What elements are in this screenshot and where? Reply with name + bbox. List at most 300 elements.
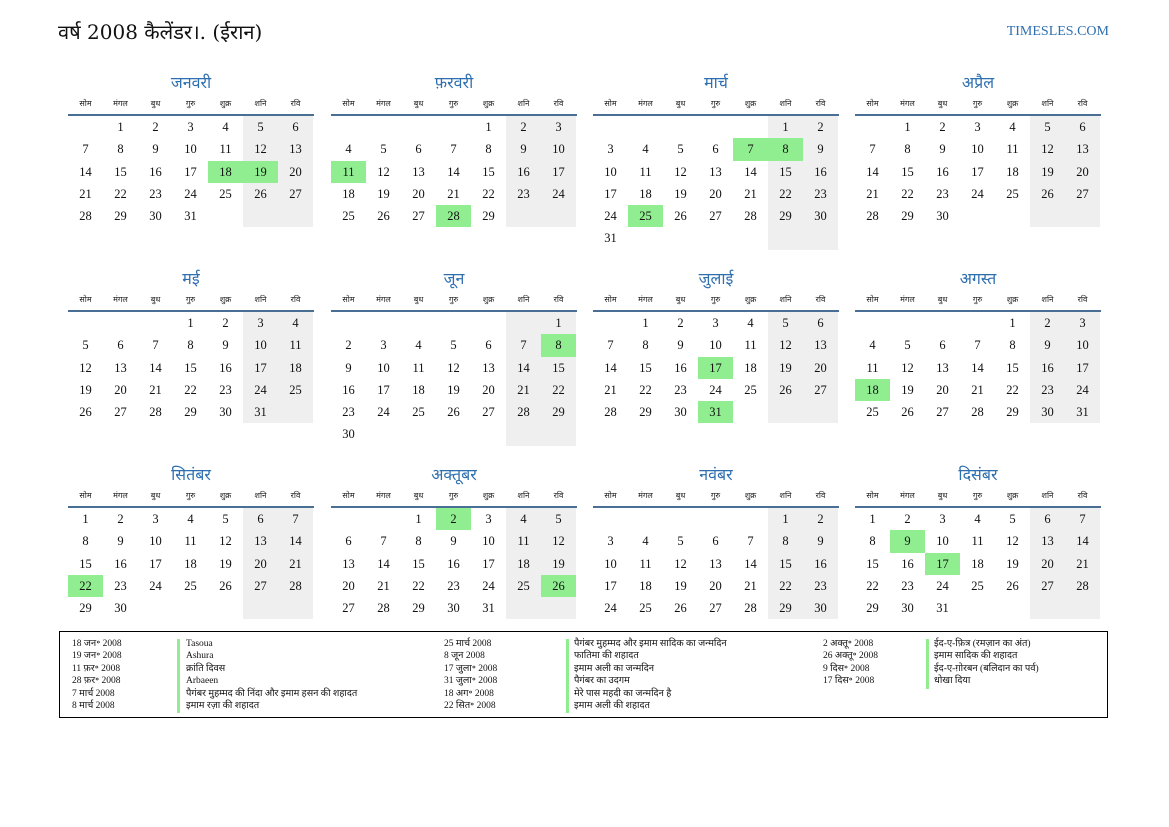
day-cell: 10 <box>243 334 278 356</box>
weekday-label: बुध <box>675 99 686 108</box>
empty-cell <box>436 116 471 138</box>
day-cell: 14 <box>278 530 313 552</box>
day-cell: 11 <box>331 161 366 183</box>
day-cell: 5 <box>1030 116 1065 138</box>
empty-cell <box>401 116 436 138</box>
day-cell: 27 <box>342 601 355 616</box>
day-cell: 8 <box>82 534 89 549</box>
empty-cell <box>733 508 768 530</box>
month-name: मई <box>182 269 200 288</box>
weekday-label: शुक्र <box>219 295 232 304</box>
weekday-label: मंगल <box>113 99 128 108</box>
day-cell: 29 <box>768 597 803 619</box>
day-cell: 11 <box>219 142 232 157</box>
empty-cell <box>331 508 366 530</box>
month-calendar <box>331 464 577 619</box>
day-cell: 30 <box>803 205 838 227</box>
day-cell: 17 <box>243 357 278 379</box>
day-cell: 13 <box>243 530 278 552</box>
empty-cell <box>278 401 313 423</box>
day-cell: 30 <box>447 601 460 616</box>
day-cell: 25 <box>412 405 425 420</box>
day-cell: 2 <box>436 508 471 530</box>
day-cell: 25 <box>219 186 232 201</box>
empty-cell <box>243 205 278 227</box>
weekday-label: शुक्र <box>482 99 495 108</box>
day-cell: 19 <box>1030 161 1065 183</box>
day-cell: 16 <box>342 382 355 397</box>
day-cell: 11 <box>278 334 313 356</box>
empty-cell <box>138 312 173 334</box>
day-cell: 27 <box>278 183 313 205</box>
day-cell: 31 <box>698 401 733 423</box>
empty-cell <box>366 116 401 138</box>
weekday-label: शनि <box>1041 295 1054 304</box>
day-cell: 27 <box>709 209 722 224</box>
day-cell: 3 <box>152 512 159 526</box>
weekday-label: मंगल <box>376 295 391 304</box>
day-cell: 4 <box>187 512 194 526</box>
day-cell: 1 <box>869 512 876 526</box>
empty-cell <box>278 205 313 227</box>
day-cell: 27 <box>1065 183 1100 205</box>
legend-row: 31 जुला॰ 2008 <box>444 676 498 687</box>
site-link[interactable]: TIMESLES.COM <box>1006 24 1109 39</box>
legend-row: 17 दिस॰ 2008 <box>823 676 875 687</box>
day-cell: 2 <box>222 316 229 330</box>
day-cell: 24 <box>541 183 576 205</box>
day-cell: 4 <box>642 142 649 157</box>
empty-cell <box>506 205 541 227</box>
empty-cell <box>995 205 1030 227</box>
day-cell: 31 <box>1065 401 1100 423</box>
day-grid <box>68 508 314 619</box>
weekday-label: मंगल <box>638 491 653 500</box>
day-cell: 26 <box>243 183 278 205</box>
day-cell: 22 <box>184 382 197 397</box>
day-cell: 12 <box>243 138 278 160</box>
month-name: अक्तूबर <box>431 465 477 484</box>
weekday-label: बुध <box>675 295 686 304</box>
day-cell: 4 <box>278 312 313 334</box>
day-cell: 27 <box>243 575 278 597</box>
day-cell: 31 <box>604 231 617 246</box>
day-cell: 17 <box>482 556 495 571</box>
month-calendar <box>68 268 314 423</box>
weekday-label: गुरु <box>972 99 983 108</box>
day-cell: 25 <box>971 578 984 593</box>
day-cell: 24 <box>709 382 722 397</box>
day-cell: 5 <box>677 142 684 157</box>
day-cell: 14 <box>149 360 162 375</box>
day-cell: 1 <box>768 116 803 138</box>
day-cell: 28 <box>604 405 617 420</box>
day-cell: 28 <box>278 575 313 597</box>
day-cell: 17 <box>1065 357 1100 379</box>
day-cell: 12 <box>541 530 576 552</box>
empty-cell <box>663 508 698 530</box>
day-cell: 16 <box>936 164 949 179</box>
empty-cell <box>628 508 663 530</box>
day-cell: 16 <box>674 360 687 375</box>
weekday-label: गुरु <box>710 99 721 108</box>
day-cell: 18 <box>1006 164 1019 179</box>
weekday-label: शनि <box>1041 99 1054 108</box>
day-cell: 30 <box>149 209 162 224</box>
day-cell: 11 <box>866 360 879 375</box>
day-cell: 18 <box>744 360 757 375</box>
weekday-label: गुरु <box>972 295 983 304</box>
empty-cell <box>1065 205 1100 227</box>
weekday-header <box>855 488 1101 508</box>
legend-row: 22 सित॰ 2008 <box>444 700 496 711</box>
weekday-header <box>331 96 577 116</box>
weekday-label: बुध <box>150 491 161 500</box>
day-cell: 27 <box>482 405 495 420</box>
day-cell: 14 <box>744 164 757 179</box>
weekday-label: शनि <box>779 99 792 108</box>
day-cell: 14 <box>604 360 617 375</box>
day-cell: 1 <box>187 316 194 330</box>
empty-cell <box>436 312 471 334</box>
day-cell: 30 <box>1030 401 1065 423</box>
day-cell: 2 <box>677 316 684 330</box>
day-cell: 7 <box>733 138 768 160</box>
legend-row: Ashura <box>186 651 214 662</box>
weekday-label: मंगल <box>376 99 391 108</box>
day-cell: 4 <box>869 338 876 353</box>
weekday-label: रवि <box>553 99 564 108</box>
day-cell: 24 <box>149 578 162 593</box>
empty-cell <box>698 508 733 530</box>
empty-cell <box>1030 205 1065 227</box>
day-cell: 5 <box>904 338 911 353</box>
day-cell: 1 <box>415 512 422 526</box>
day-cell: 20 <box>1030 553 1065 575</box>
day-cell: 3 <box>541 116 576 138</box>
weekday-label: मंगल <box>113 491 128 500</box>
day-cell: 23 <box>149 186 162 201</box>
legend-row: ईद-ए-फ़ित्र (रमज़ान का अंत) <box>934 639 1031 649</box>
month-calendar <box>593 72 839 250</box>
empty-cell <box>471 312 506 334</box>
day-cell: 14 <box>744 556 757 571</box>
day-cell: 7 <box>82 142 89 157</box>
day-cell: 21 <box>744 186 757 201</box>
day-cell: 4 <box>506 508 541 530</box>
day-cell: 19 <box>79 382 92 397</box>
day-cell: 13 <box>342 556 355 571</box>
day-grid <box>331 508 577 619</box>
day-cell: 2 <box>904 512 911 526</box>
day-cell: 22 <box>482 186 495 201</box>
day-cell: 15 <box>184 360 197 375</box>
month-calendar <box>855 268 1101 423</box>
legend-col2-dates <box>444 638 497 712</box>
day-cell: 30 <box>219 405 232 420</box>
day-cell: 9 <box>890 530 925 552</box>
day-cell: 26 <box>768 379 803 401</box>
day-cell: 14 <box>447 164 460 179</box>
day-cell: 2 <box>117 512 124 526</box>
empty-cell <box>768 401 803 423</box>
day-cell: 2 <box>1030 312 1065 334</box>
day-cell: 22 <box>768 183 803 205</box>
day-cell: 1 <box>768 508 803 530</box>
day-cell: 29 <box>482 209 495 224</box>
day-cell: 4 <box>345 142 352 157</box>
day-cell: 27 <box>936 405 949 420</box>
empty-cell <box>925 312 960 334</box>
empty-cell <box>733 227 768 249</box>
day-cell: 18 <box>639 186 652 201</box>
day-grid <box>855 312 1101 423</box>
day-cell: 6 <box>415 142 422 157</box>
weekday-label: शुक्र <box>1006 491 1019 500</box>
day-cell: 22 <box>68 575 103 597</box>
weekday-label: सोम <box>604 99 617 108</box>
day-cell: 26 <box>674 601 687 616</box>
day-cell: 23 <box>114 578 127 593</box>
empty-cell <box>138 597 173 619</box>
day-cell: 5 <box>768 312 803 334</box>
weekday-label: सोम <box>604 295 617 304</box>
day-cell: 20 <box>243 553 278 575</box>
empty-cell <box>593 116 628 138</box>
empty-cell <box>68 116 103 138</box>
day-cell: 21 <box>604 382 617 397</box>
empty-cell <box>208 205 243 227</box>
weekday-header <box>593 292 839 312</box>
day-cell: 5 <box>222 512 229 526</box>
legend-row: क्रांति दिवस <box>186 663 226 674</box>
day-cell: 7 <box>380 534 387 549</box>
day-cell: 17 <box>698 357 733 379</box>
legend-bar <box>926 639 929 689</box>
empty-cell <box>628 116 663 138</box>
day-cell: 6 <box>712 534 719 549</box>
day-cell: 3 <box>187 120 194 134</box>
day-cell: 17 <box>377 382 390 397</box>
weekday-label: रवि <box>815 295 826 304</box>
empty-cell <box>733 401 768 423</box>
day-cell: 31 <box>243 401 278 423</box>
day-cell: 19 <box>674 578 687 593</box>
day-cell: 17 <box>604 186 617 201</box>
day-cell: 19 <box>541 553 576 575</box>
month-calendar <box>68 464 314 619</box>
day-cell: 27 <box>114 405 127 420</box>
day-cell: 2 <box>939 120 946 134</box>
weekday-label: सोम <box>79 99 92 108</box>
day-cell: 25 <box>628 205 663 227</box>
legend-col3-dates <box>823 638 878 688</box>
day-cell: 15 <box>1006 360 1019 375</box>
day-cell: 3 <box>974 120 981 134</box>
day-grid <box>593 312 839 423</box>
day-cell: 15 <box>768 553 803 575</box>
weekday-label: रवि <box>1077 99 1088 108</box>
day-cell: 19 <box>243 161 278 183</box>
day-cell: 3 <box>712 316 719 330</box>
legend-row: 8 जून 2008 <box>444 651 485 662</box>
empty-cell <box>855 312 890 334</box>
day-cell: 28 <box>79 209 92 224</box>
day-cell: 26 <box>447 405 460 420</box>
day-cell: 22 <box>639 382 652 397</box>
empty-cell <box>960 205 995 227</box>
day-cell: 23 <box>936 186 949 201</box>
day-cell: 20 <box>342 578 355 593</box>
empty-cell <box>960 312 995 334</box>
day-cell: 24 <box>604 601 617 616</box>
day-grid <box>855 508 1101 619</box>
month-name: जून <box>443 269 465 288</box>
day-grid <box>331 116 577 227</box>
month-name: दिसंबर <box>958 465 998 484</box>
day-cell: 19 <box>674 186 687 201</box>
day-cell: 8 <box>541 334 576 356</box>
legend-bar <box>566 639 569 713</box>
day-cell: 9 <box>152 142 159 157</box>
legend-row: 9 दिस॰ 2008 <box>823 663 870 674</box>
day-cell: 16 <box>901 556 914 571</box>
day-cell: 23 <box>342 405 355 420</box>
weekday-label: सोम <box>342 491 355 500</box>
day-cell: 22 <box>1006 382 1019 397</box>
day-cell: 20 <box>709 578 722 593</box>
day-cell: 26 <box>541 575 576 597</box>
day-cell: 1 <box>541 312 576 334</box>
day-cell: 28 <box>377 601 390 616</box>
weekday-header <box>855 292 1101 312</box>
legend-row: ईद-ए-ग़ोरबन (बलिदान का पर्व) <box>934 663 1039 674</box>
day-cell: 10 <box>482 534 495 549</box>
day-cell: 18 <box>971 556 984 571</box>
empty-cell <box>541 423 576 445</box>
weekday-label: बुध <box>150 99 161 108</box>
weekday-label: रवि <box>290 491 301 500</box>
day-cell: 3 <box>380 338 387 353</box>
day-cell: 9 <box>939 142 946 157</box>
day-cell: 8 <box>768 530 803 552</box>
day-cell: 5 <box>1009 512 1016 526</box>
day-cell: 30 <box>901 601 914 616</box>
legend-row: Tasoua <box>186 639 213 649</box>
month-name: नवंबर <box>699 465 733 484</box>
day-cell: 30 <box>342 427 355 442</box>
day-cell: 16 <box>114 556 127 571</box>
day-cell: 6 <box>117 338 124 353</box>
legend-col1-dates <box>72 638 122 712</box>
day-cell: 16 <box>149 164 162 179</box>
day-cell: 3 <box>607 534 614 549</box>
weekday-label: रवि <box>290 99 301 108</box>
weekday-label: बुध <box>413 491 424 500</box>
day-cell: 20 <box>114 382 127 397</box>
day-cell: 29 <box>866 601 879 616</box>
day-cell: 23 <box>803 183 838 205</box>
day-cell: 5 <box>677 534 684 549</box>
day-cell: 25 <box>184 578 197 593</box>
legend-col3-names <box>934 638 1039 688</box>
weekday-label: मंगल <box>638 295 653 304</box>
weekday-label: गुरु <box>972 491 983 500</box>
day-cell: 7 <box>607 338 614 353</box>
empty-cell <box>593 508 628 530</box>
legend-col1-names <box>186 638 357 712</box>
weekday-label: रवि <box>815 491 826 500</box>
weekday-label: रवि <box>1077 491 1088 500</box>
empty-cell <box>208 597 243 619</box>
legend-row: पैगंबर मुहम्मद की निंदा और इमाम हसन की शहादत <box>186 688 358 699</box>
month-name: जनवरी <box>170 73 212 92</box>
day-cell: 19 <box>1006 556 1019 571</box>
weekday-label: शुक्र <box>219 99 232 108</box>
day-cell: 21 <box>1065 553 1100 575</box>
empty-cell <box>243 597 278 619</box>
day-cell: 27 <box>412 209 425 224</box>
day-cell: 10 <box>604 164 617 179</box>
weekday-label: बुध <box>413 99 424 108</box>
day-cell: 7 <box>278 508 313 530</box>
day-cell: 26 <box>901 405 914 420</box>
month-name: फ़रवरी <box>434 73 474 92</box>
day-cell: 13 <box>709 164 722 179</box>
day-cell: 1 <box>642 316 649 330</box>
day-cell: 16 <box>803 553 838 575</box>
holiday-legend <box>59 631 1108 718</box>
day-cell: 7 <box>974 338 981 353</box>
day-cell: 24 <box>1065 379 1100 401</box>
day-cell: 9 <box>677 338 684 353</box>
day-cell: 8 <box>415 534 422 549</box>
day-cell: 11 <box>639 164 652 179</box>
day-cell: 29 <box>639 405 652 420</box>
legend-row: धोखा दिया <box>934 676 971 687</box>
day-cell: 24 <box>482 578 495 593</box>
day-cell: 23 <box>674 382 687 397</box>
legend-row: 19 जन॰ 2008 <box>72 651 122 662</box>
day-cell: 5 <box>380 142 387 157</box>
day-cell: 7 <box>450 142 457 157</box>
weekday-label: शुक्र <box>482 295 495 304</box>
empty-cell <box>68 312 103 334</box>
day-cell: 13 <box>278 138 313 160</box>
weekday-header <box>68 96 314 116</box>
weekday-label: गुरु <box>185 491 196 500</box>
day-cell: 29 <box>1006 405 1019 420</box>
legend-row: 28 फ़र॰ 2008 <box>72 676 121 687</box>
month-calendar <box>68 72 314 227</box>
day-cell: 25 <box>506 575 541 597</box>
day-cell: 13 <box>482 360 495 375</box>
day-cell: 15 <box>79 556 92 571</box>
empty-cell <box>1030 597 1065 619</box>
weekday-label: शुक्र <box>219 491 232 500</box>
day-cell: 3 <box>485 512 492 526</box>
weekday-header <box>593 96 839 116</box>
month-name: जुलाई <box>698 269 734 288</box>
weekday-label: रवि <box>553 295 564 304</box>
day-cell: 23 <box>803 575 838 597</box>
day-cell: 8 <box>485 142 492 157</box>
day-cell: 12 <box>447 360 460 375</box>
day-cell: 3 <box>1065 312 1100 334</box>
day-cell: 24 <box>243 379 278 401</box>
weekday-label: सोम <box>342 99 355 108</box>
day-cell: 20 <box>412 186 425 201</box>
